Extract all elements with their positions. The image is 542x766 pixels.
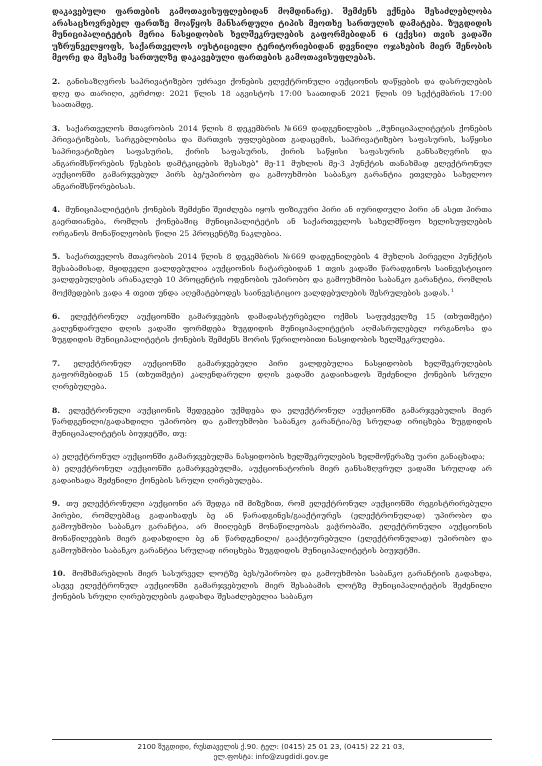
footer-email: ელ.ფოსტა: info@zugdidi.gov.ge <box>213 752 329 761</box>
footer-divider <box>52 739 492 740</box>
paragraph-text: მუნიციპალიტეტის ქონების შემძენი შეიძლება იყოს ფიზიკური პირი ან იურიდიული პირი ან ასეთ პირთა გაერთიანება, რომლის ქონებაშიც მუნიციპალიტეტის ან საქართველოს სახელმწიფო ხელისუფლების ორგანოს მონაწილეობის წილი 25 პროცენტზე ნაკლებია. <box>52 205 492 238</box>
paragraph-9 <box>52 498 492 556</box>
paragraph-7 <box>52 358 492 393</box>
paragraph-text: მომხმარებლის მიერ სასურველ ლოტზე ბეს/უპირობო და გამოუხმობი საბანკო გარანტიის გადახდა, ასევე ელექტრონულ აუქციონში გამარჯვებულის მიერ შესაბამის ლოტზე მუნიციპალიტეტის შეძენილი ქონების სრული ღირებულების გადახდა შესაძლებელია საბანკო <box>52 569 492 602</box>
intro-paragraph: დაკავებული ფართების გამოთავისუფლებიდან მომდინარე). შემძენს ექნება შესაძლებლობა არასაცხოვრებელ ფართზე მოაწყოს მანსარდული ტიპის მეოთხე სართულის დამატება. ზუგდიდის მუნიციპალიტეტის მერია ნასყიდობის ხელშეკრულების გაფორმებიდან 6 (ექვსი) თვის ვადაში უზრუნველყოფს, საქართველოს იუსტიციელი ტერიტორიებიდან დევნილი ოჯახების მიერ შენობის მეორე და მესამე სართულზე დაკავებული ფართების გამოთავისუფლებას. <box>52 7 492 63</box>
paragraph-8 <box>52 405 492 440</box>
paragraph-text: ბ) ელექტრონულ აუქციონში გამარჯვებულმა, აუქციონატორის მიერ განსაზღვრულ ვადაში სრულად არ გადაიხადა შეძენილი ქონების სრული ღირებულება. <box>52 463 492 485</box>
footer-address: 2100 ზუგდიდი, რუსთაველის ქ.90. ტელ: (0415) 25 01 23, (0415) 22 21 03, <box>137 742 405 751</box>
paragraph-number: 5. <box>52 252 61 262</box>
paragraph-3 <box>52 123 492 193</box>
paragraph-number: 10. <box>52 569 66 579</box>
paragraph-number: 8. <box>52 405 61 415</box>
paragraph-number: 6. <box>52 312 61 322</box>
paragraph-number: 7. <box>52 358 61 368</box>
paragraph-8b <box>52 463 492 486</box>
paragraph-number: 9. <box>52 499 61 509</box>
paragraph-number: 3. <box>52 123 61 133</box>
paragraph-2 <box>52 76 492 111</box>
paragraph-text: ელექტრონული აუქციონის შედეგები უქმდება და ელექტრონულ აუქციონში გამარჯვებულის მიერ წარდგენილი/გადახდილი უპირობო და გამოუხმობი საბანკო გარანტია/ბე სრულად ირიცხება ზუგდიდის მუნიციპალიტეტის ბიუჯეტში, თუ: <box>52 405 492 438</box>
paragraph-text: ელექტრონულ აუქციონში გამარჯვებული პირი ვალდებულია ნასყიდობის ხელშეკრულების გაფორმებიდან 15 (თხუთმეტი) კალენდარული დღის ვადაში გადაიხადოს შეძენილი ქონების სრული ღირებულება. <box>52 358 492 391</box>
paragraph-4 <box>52 204 492 239</box>
paragraph-text: განისაზღვროს საპრივატიზებო უძრავი ქონების ელექტრონული აუქციონის დაწყების და დასრულების დღე და თარიღი, კერძოდ: 2021 წლის 18 აგვისტოს 17:00 საათიდან 2021 წლის 09 სექტემბრის 17:00 საათამდე. <box>52 76 492 110</box>
paragraph-10 <box>52 568 492 603</box>
paragraph-text: საქართველოს მთავრობის 2014 წლის 8 დეკემბრის №669 დადგენილების 4 მუხლის პირველი პუნქტის შესაბამისად, მყიდველი ვალდებულია აუქციონის ჩატარებიდან 1 თვის ვადაში წარადგინოს საინვესტიციო ვალდებულების არანაკლებ 10 პროცენტის ოდენობის უპირობო და გამოუხმობი საბანკო გარანტია, რომლის მოქმედების ვადა 4 თვით უნდა აღემატებოდეს საინვესტიციო ვალდებულების შესრულების ვადას. <box>52 252 492 298</box>
paragraph-text: ელექტრონულ აუქციონში გამარჯვების დამადასტურებელი ოქმის საფუძველზე 15 (თხუთმეტი) კალენდარული დღის ვადაში ფორმდება ზუგდიდის მუნიციპალიტეტის აღმასრულებელ ორგანოსა და ზუგდიდის მუნიციპალიტეტის ქონების შემძენს შორის წერილობითი ნასყიდობის ხელშეკრულება. <box>52 312 492 345</box>
paragraph-text: საქართველოს მთავრობის 2014 წლის 8 დეკემბრის №669 დადგენილების ,,მუნიციპალიტეტის ქონების პრივატიზების, სარგებლობისა და მართვის უფლებებით გადაცემის, საპრივატიზებო საფასურის, საწყისი საპრივატიზებო საფასურის, ქირის საფასურის, ქირის საწყისი საფასურის განსაზღვრის და ანგარიშსწორების წესების დამტკიცების შესახებ" მე-11 მუხლის მე-3 პუნქტის თანახმად ელექტრონულ აუქციონში გამარჯვებულ პირს ბე/უპირობო და გამოუხმობი საბანკო გარანტია ეთვლება სახელოო ანგარიშსწორებისას. <box>52 123 492 191</box>
paragraph-number: 4. <box>52 205 61 215</box>
paragraph-text: ა) ელექტრონულ აუქციონში გამარჯვებულმა ნასყიდობის ხელშეკრულების ხელმოწერაზე უარი განაცხადა; <box>52 452 485 462</box>
paragraph-number: 2. <box>52 76 61 86</box>
paragraph-text: თუ ელექტრონული აუქციონი არ შედგა იმ მიზეზით, რომ ელექტრონულ აუქციონში რეგისტრირებული პირები, რომლებმაც გადაიხადეს ბე ან წარადგინეს/გააქტიურეს (ელექტრონულად) უპირობო და გამოუხმობი საბანკო გარანტია, არ მიიღებენ მონაწილეობას ვაჭრობაში, ელექტრონული აუქციონის მონაწილეების მიერ გადახდილი ბე ან წარდგენილი/ გააქტიურებული (ელექტრონულად) უპირობო და გამოუხმობი საბანკო გარანტია სრულად ირიცხება ზუგდიდის მუნიციპალიტეტის ბიუჯეტში. <box>52 499 492 555</box>
document-body <box>52 6 492 615</box>
paragraph-5 <box>52 251 492 299</box>
paragraph-6 <box>52 311 492 346</box>
page-footer <box>0 742 542 762</box>
paragraph-8a <box>52 451 492 463</box>
superscript: 1 <box>450 287 454 294</box>
